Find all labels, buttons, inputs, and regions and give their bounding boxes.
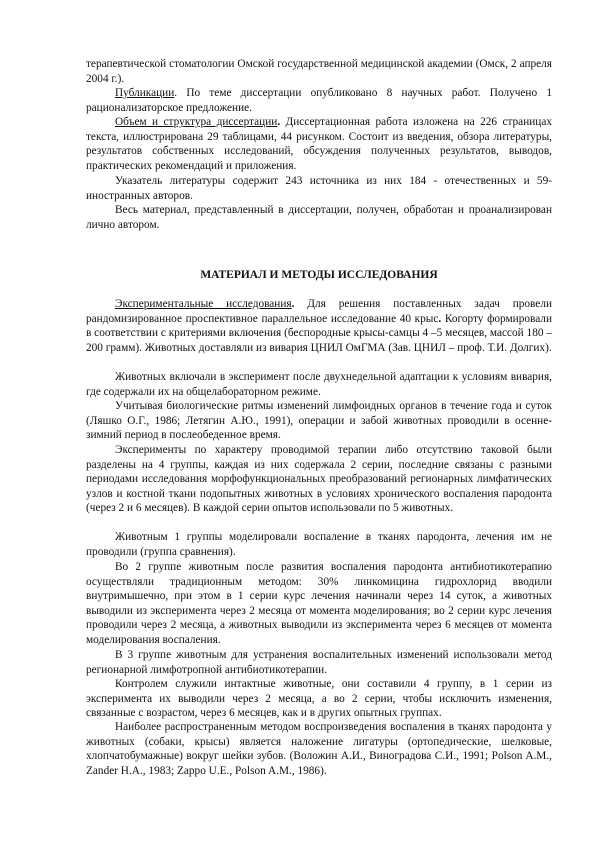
paragraph-text: Во 2 группе животным после развития воспаления пародонта антибиотикотерапию осуществляли традиционным методом: 30% линкомицина гидрохлорид вводили внутримышечно, при этом в 1 серии курс лечения начинали через 14 суток, а животных выводили из эксперимента через 2 месяца от момента моделирования; во 2 серии курс лечения проводили через 2 месяца, а животных выводили из эксперимента через 6 месяцев от момента моделирования воспаления.: [86, 561, 552, 646]
section-heading: МАТЕРИАЛ И МЕТОДЫ ИССЛЕДОВАНИЯ: [200, 269, 438, 281]
paragraph-group-3: [86, 648, 552, 677]
paragraph-text: терапевтической стоматологии Омской государственной медицинской академии (Омск, 2 апреля 2004 г.).: [86, 58, 552, 85]
paragraph-text: Эксперименты по характеру проводимой терапии либо отсутствию таковой были разделены на 4 группы, каждая из них содержала 2 серии, последние связаны с разными периодами исследования морфофункциональных преобразований регионарных лимфатических узлов и костной ткани подопытных животных в условиях хронического воспаления пародонта (через 2 и 6 месяцев). В каждой серии опытов использовали по 5 животных.: [86, 444, 552, 515]
publications-label: Публикации: [115, 87, 175, 99]
paragraph-text: Наиболее распространенным методом воспроизведения воспаления в тканях пародонта у животных (собаки, крысы) является наложение лигатуры (ортопедические, шелковые, хлопчатобумажные) вокруг шейки зубов. (Воложин А.И., Виноградова С.И., 1991; Polson A.M., Zander H.A., 1983; Zappo U.E., Polson A.M., 1986).: [86, 721, 552, 777]
paragraph-structure: Объем и структура диссертации. Диссертационная работа изложена на 226 страницах текста, иллюстрирована 29 таблицами, 44 рисунком. Состоит из введения, обзора литературы, результатов собственных исследований, обсуждения полученных результатов, выводов, практических рекомендаций и приложения.: [86, 116, 552, 172]
paragraph-text: Весь материал, представленный в диссертации, получен, обработан и проанализирован лично автором.: [86, 204, 552, 231]
paragraph-group-1: [86, 530, 552, 559]
paragraph-control: [86, 677, 552, 721]
paragraph-text: В 3 группе животным для устранения воспалительных изменений использовали метод регионарной лимфотропной антибиотикотерапии.: [86, 649, 552, 676]
paragraph-text: Контролем служили интактные животные, они составили 4 группу, в 1 серии из эксперимента их выводили через 2 месяца, а во 2 серии, чтобы исключить изменения, связанные с возрастом, через 6 месяцев, как и в других опытных группах.: [86, 678, 552, 720]
paragraph-conference: [86, 57, 552, 86]
experimental-label: Экспериментальные исследования: [115, 298, 292, 310]
paragraph-groups: [86, 443, 552, 516]
paragraph-text: . По теме диссертации опубликовано 8 научных работ. Получено 1 рационализаторское предложение.: [86, 87, 552, 114]
paragraph-adaptation: [86, 370, 552, 399]
paragraph-text-2: Когорту формировали в соответствии с критериями включения (беспородные крысы-самцы 4 –5 месяцев, массой 180 –200 грамм). Животных доставляли из вивария ЦНИЛ ОмГМА (Зав. ЦНИЛ – проф. Т.И. Долгих).: [86, 312, 552, 354]
paragraph-method: [86, 720, 552, 778]
paragraph-text: Диссертационная работа изложена на 226 страницах текста, иллюстрирована 29 таблицами, 44 рисунком. Состоит из введения, обзора литературы, результатов собственных исследований, обсуждения полученных результатов, выводов, практических рекомендаций и приложения.: [86, 116, 552, 172]
paragraph-experimental: Экспериментальные исследования. Для решения поставленных задач провели рандомизированное проспективное параллельное исследование 40 крыс. Когорту формировали в соответствии с критериями включения (беспородные крысы-самцы 4 –5 месяцев, массой 180 –200 грамм). Животных доставляли из вивария ЦНИЛ ОмГМА (Зав. ЦНИЛ – проф. Т.И. Долгих).: [86, 298, 553, 354]
paragraph-references: [86, 174, 552, 203]
paragraph-text: Для решения поставленных задач провели рандомизированное проспективное параллельное исследование 40 крыс: [86, 298, 553, 325]
paragraph-authorship: [86, 203, 552, 232]
structure-label: Объем и структура диссертации: [115, 116, 278, 128]
paragraph-text: Животных включали в эксперимент после двухнедельной адаптации к условиям вивария, где содержали их на общелабораторном режиме.: [86, 371, 552, 398]
paragraph-rhythms: [86, 399, 552, 443]
paragraph-text: Животным 1 группы моделировали воспаление в тканях пародонта, лечения им не проводили (группа сравнения).: [86, 531, 552, 558]
paragraph-text: Указатель литературы содержит 243 источника из них 184 - отечественных и 59- иностранных авторов.: [86, 175, 552, 202]
paragraph-text: Учитывая биологические ритмы изменений лимфоидных органов в течение года и суток (Ляшко О.Г., 1986; Летягин А.Ю., 1991), операции и забой животных проводили в осенне-зимний период в послеобеденное время.: [86, 400, 552, 442]
paragraph-publications: [86, 86, 552, 115]
paragraph-group-2: [86, 560, 552, 648]
